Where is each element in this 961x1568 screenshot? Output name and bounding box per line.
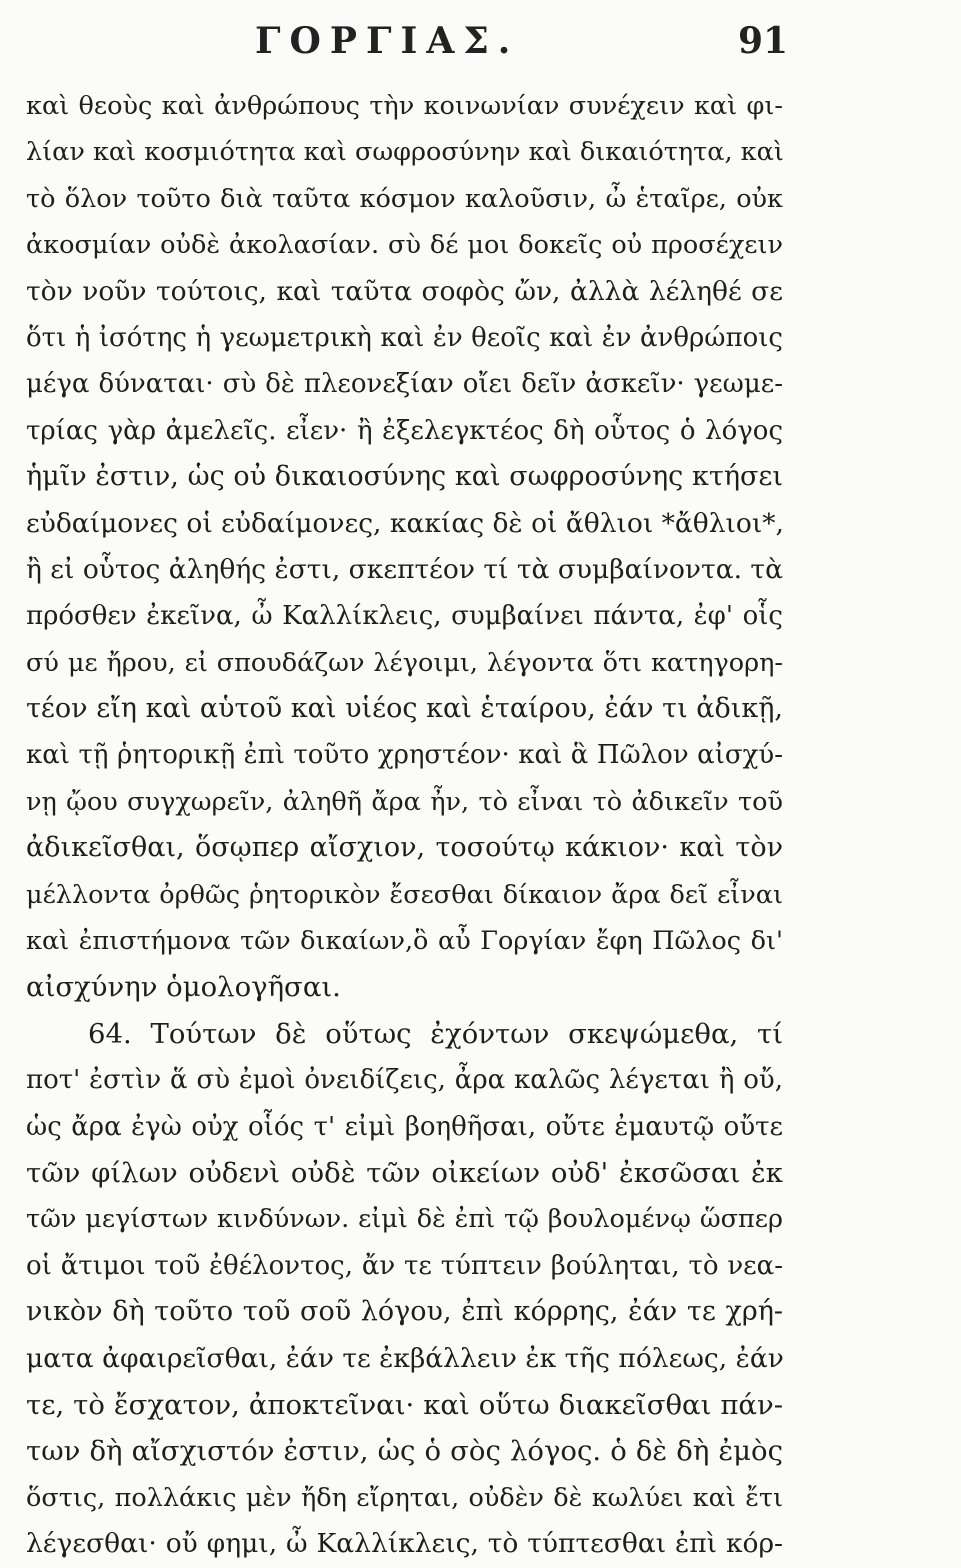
text-line: οἱ ἄτιμοι τοῦ ἐθέλοντος, ἄν τε τύπτειν βούληται, τὸ νεα- — [26, 1250, 783, 1281]
text-line: τε, τὸ ἔσχατον, ἀποκτεῖναι· καὶ οὕτω διακεῖσθαι πάν- — [26, 1388, 783, 1421]
text-line: ἢ εἰ οὗτος ἀληθής ἐστι, σκεπτέον τί τὰ συμβαίνοντα. τὰ — [26, 553, 783, 585]
text-line: μέλλοντα ὀρθῶς ῥητορικὸν ἔσεσθαι δίκαιον ἄρα δεῖ εἶναι — [26, 879, 783, 910]
section-start-line: 64. Τούτων δὲ οὕτως ἐχόντων σκεψώμεθα, τί — [88, 1017, 783, 1050]
text-line: πρόσθεν ἐκεῖνα, ὦ Καλλίκλεις, συμβαίνει πάντα, ἐφ' οἷς — [26, 601, 783, 632]
text-line: καὶ τῇ ῥητορικῇ ἐπὶ τοῦτο χρηστέον· καὶ ἃ Πῶλον αἰσχύ- — [26, 740, 783, 771]
text-line: ὅστις, πολλάκις μὲν ἤδη εἴρηται, οὐδὲν δὲ κωλύει καὶ ἔτι — [26, 1482, 783, 1513]
text-line: τὸ ὅλον τοῦτο διὰ ταῦτα κόσμον καλοῦσιν, ὦ ἑταῖρε, οὐκ — [26, 183, 783, 214]
page-number: 91 — [738, 20, 789, 62]
text-line: τὸν νοῦν τούτοις, καὶ ταῦτα σοφὸς ὤν, ἀλλὰ λέληθέ σε — [26, 275, 783, 307]
text-line: ὡς ἄρα ἐγὼ οὐχ οἷός τ' εἰμὶ βοηθῆσαι, οὔτε ἐμαυτῷ οὔτε — [26, 1111, 783, 1142]
text-line: σύ με ἤρου, εἰ σπουδάζων λέγοιμι, λέγοντα ὅτι κατηγορη- — [26, 647, 783, 678]
text-line: ματα ἀφαιρεῖσθαι, ἐάν τε ἐκβάλλειν ἐκ τῆς πόλεως, ἐάν — [26, 1342, 784, 1374]
text-line: ἡμῖν ἐστιν, ὡς οὐ δικαιοσύνης καὶ σωφροσύνης κτήσει — [26, 461, 783, 493]
text-line: καὶ ἐπιστήμονα τῶν δικαίων,ὃ αὖ Γοργίαν ἔφη Πῶλος δι' — [26, 926, 783, 957]
page-header — [0, 18, 961, 66]
paragraph-end-line: αἰσχύνην ὁμολογῆσαι. — [26, 971, 341, 1004]
text-line: τέον εἴη καὶ αὑτοῦ καὶ υἱέος καὶ ἑταίρου, ἐάν τι ἀδικῇ, — [26, 693, 783, 725]
text-line: τῶν μεγίστων κινδύνων. εἰμὶ δὲ ἐπὶ τῷ βουλομένῳ ὥσπερ — [26, 1204, 783, 1235]
text-line: τῶν φίλων οὐδενὶ οὐδὲ τῶν οἰκείων οὐδ' ἐκσῶσαι ἐκ — [26, 1156, 783, 1189]
text-line: τρίας γὰρ ἀμελεῖς. εἶεν· ἢ ἐξελεγκτέος δὴ οὗτος ὁ λόγος — [26, 415, 783, 446]
text-line: εὐδαίμονες οἱ εὐδαίμονες, κακίας δὲ οἱ ἄθλιοι *ἄθλιοι*, — [26, 507, 784, 539]
text-line: ἀδικεῖσθαι, ὅσῳπερ αἴσχιον, τοσούτῳ κάκιον· καὶ τὸν — [26, 832, 783, 864]
text-line: νῃ ᾤου συγχωρεῖν, ἀληθῆ ἄρα ἦν, τὸ εἶναι τὸ ἀδικεῖν τοῦ — [26, 786, 783, 817]
text-line: λέγεσθαι· οὔ φημι, ὦ Καλλίκλεις, τὸ τύπτεσθαι ἐπὶ κόρ- — [26, 1528, 783, 1560]
text-line: ποτ' ἐστὶν ἅ σὺ ἐμοὶ ὀνειδίζεις, ἆρα καλῶς λέγεται ἢ οὔ, — [26, 1065, 783, 1096]
text-line: νικὸν δὴ τοῦτο τοῦ σοῦ λόγου, ἐπὶ κόρρης, ἐάν τε χρή- — [26, 1296, 783, 1328]
running-title: ΓΟΡΓΙΑΣ. — [255, 20, 520, 62]
text-line: ὅτι ἡ ἰσότης ἡ γεωμετρικὴ καὶ ἐν θεοῖς καὶ ἐν ἀνθρώποις — [26, 322, 783, 353]
text-line: μέγα δύναται· σὺ δὲ πλεονεξίαν οἴει δεῖν ἀσκεῖν· γεωμε- — [26, 369, 783, 400]
body-text — [26, 83, 783, 1568]
text-line: ἀκοσμίαν οὐδὲ ἀκολασίαν. σὺ δέ μοι δοκεῖς οὐ προσέχειν — [26, 230, 783, 261]
text-line: καὶ θεοὺς καὶ ἀνθρώπους τὴν κοινωνίαν συνέχειν καὶ φι- — [26, 91, 783, 121]
text-line: λίαν καὶ κοσμιότητα καὶ σωφροσύνην καὶ δικαιότητα, καὶ — [26, 137, 784, 168]
text-line: των δὴ αἴσχιστόν ἐστιν, ὡς ὁ σὸς λόγος. ὁ δὲ δὴ ἐμὸς — [26, 1435, 783, 1468]
